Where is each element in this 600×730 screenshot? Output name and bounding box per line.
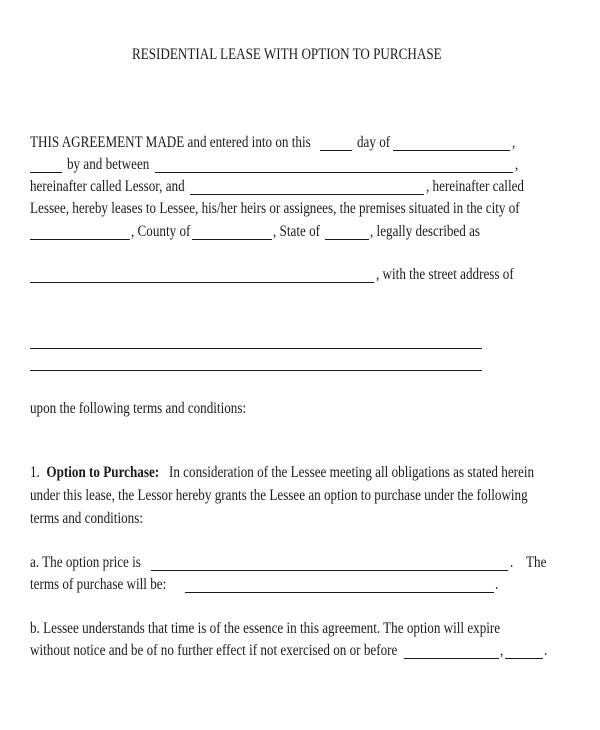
expiry-comma: ,	[500, 642, 504, 659]
state-blank[interactable]	[325, 239, 369, 240]
item-b-line2: without notice and be of no further effect if not exercised on or before	[30, 642, 398, 659]
section1-text3: terms and conditions:	[30, 510, 143, 527]
expiry-end: .	[544, 642, 548, 659]
terms-of-purchase-blank[interactable]	[185, 592, 494, 593]
option-price-label: a. The option price is	[30, 554, 141, 571]
legal-description-blank[interactable]	[30, 282, 374, 283]
intro-legal-text: , legally described as	[370, 223, 481, 240]
terms-of-purchase-label: terms of purchase will be:	[30, 576, 167, 593]
option-price-blank[interactable]	[151, 570, 508, 571]
option-price-end: .	[510, 554, 514, 571]
street-address-blank-1[interactable]	[30, 348, 482, 349]
lessor-name-blank[interactable]	[155, 172, 513, 173]
expiry-date-blank[interactable]	[404, 658, 499, 659]
year-blank[interactable]	[30, 172, 62, 173]
intro-between-text: by and between	[67, 156, 150, 173]
intro-lessor-text: hereinafter called Lessor, and	[30, 178, 185, 195]
section1-text1: In consideration of the Lessee meeting all obligations as stated herein	[168, 464, 535, 481]
section1-heading: Option to Purchase:	[46, 464, 160, 481]
terms-of-purchase-end: .	[495, 576, 499, 593]
terms-intro-text: upon the following terms and conditions:	[30, 400, 247, 417]
intro-hereinafter-text: , hereinafter called	[426, 178, 524, 195]
intro-comma-2: ,	[515, 156, 519, 173]
intro-county-text: , County of	[131, 223, 191, 240]
item-b-line1: b. Lessee understands that time is of the essence in this agreement. The option will expire	[30, 620, 501, 637]
intro-state-text: , State of	[273, 223, 321, 240]
document-title: RESIDENTIAL LEASE WITH OPTION TO PURCHASE	[132, 46, 442, 63]
intro-line1-text: THIS AGREEMENT MADE and entered into on this	[30, 134, 311, 151]
city-blank[interactable]	[30, 239, 130, 240]
expiry-year-blank[interactable]	[505, 658, 543, 659]
section1-line1	[30, 464, 534, 482]
lessee-name-blank[interactable]	[190, 194, 424, 195]
month-blank[interactable]	[393, 150, 510, 151]
county-blank[interactable]	[192, 239, 272, 240]
street-address-blank-2[interactable]	[30, 370, 482, 371]
intro-premises-text: Lessee, hereby leases to Lessee, his/her heirs or assignees, the premises situated in the city of	[30, 200, 520, 217]
section1-text2: under this lease, the Lessor hereby grants the Lessee an option to purchase under the following	[30, 487, 528, 504]
intro-day-of-text: day of	[357, 134, 391, 151]
day-blank[interactable]	[320, 150, 352, 151]
the-text: The	[526, 554, 547, 571]
intro-street-text: , with the street address of	[376, 266, 514, 283]
intro-comma-1: ,	[512, 134, 516, 151]
section1-number: 1.	[30, 464, 40, 481]
